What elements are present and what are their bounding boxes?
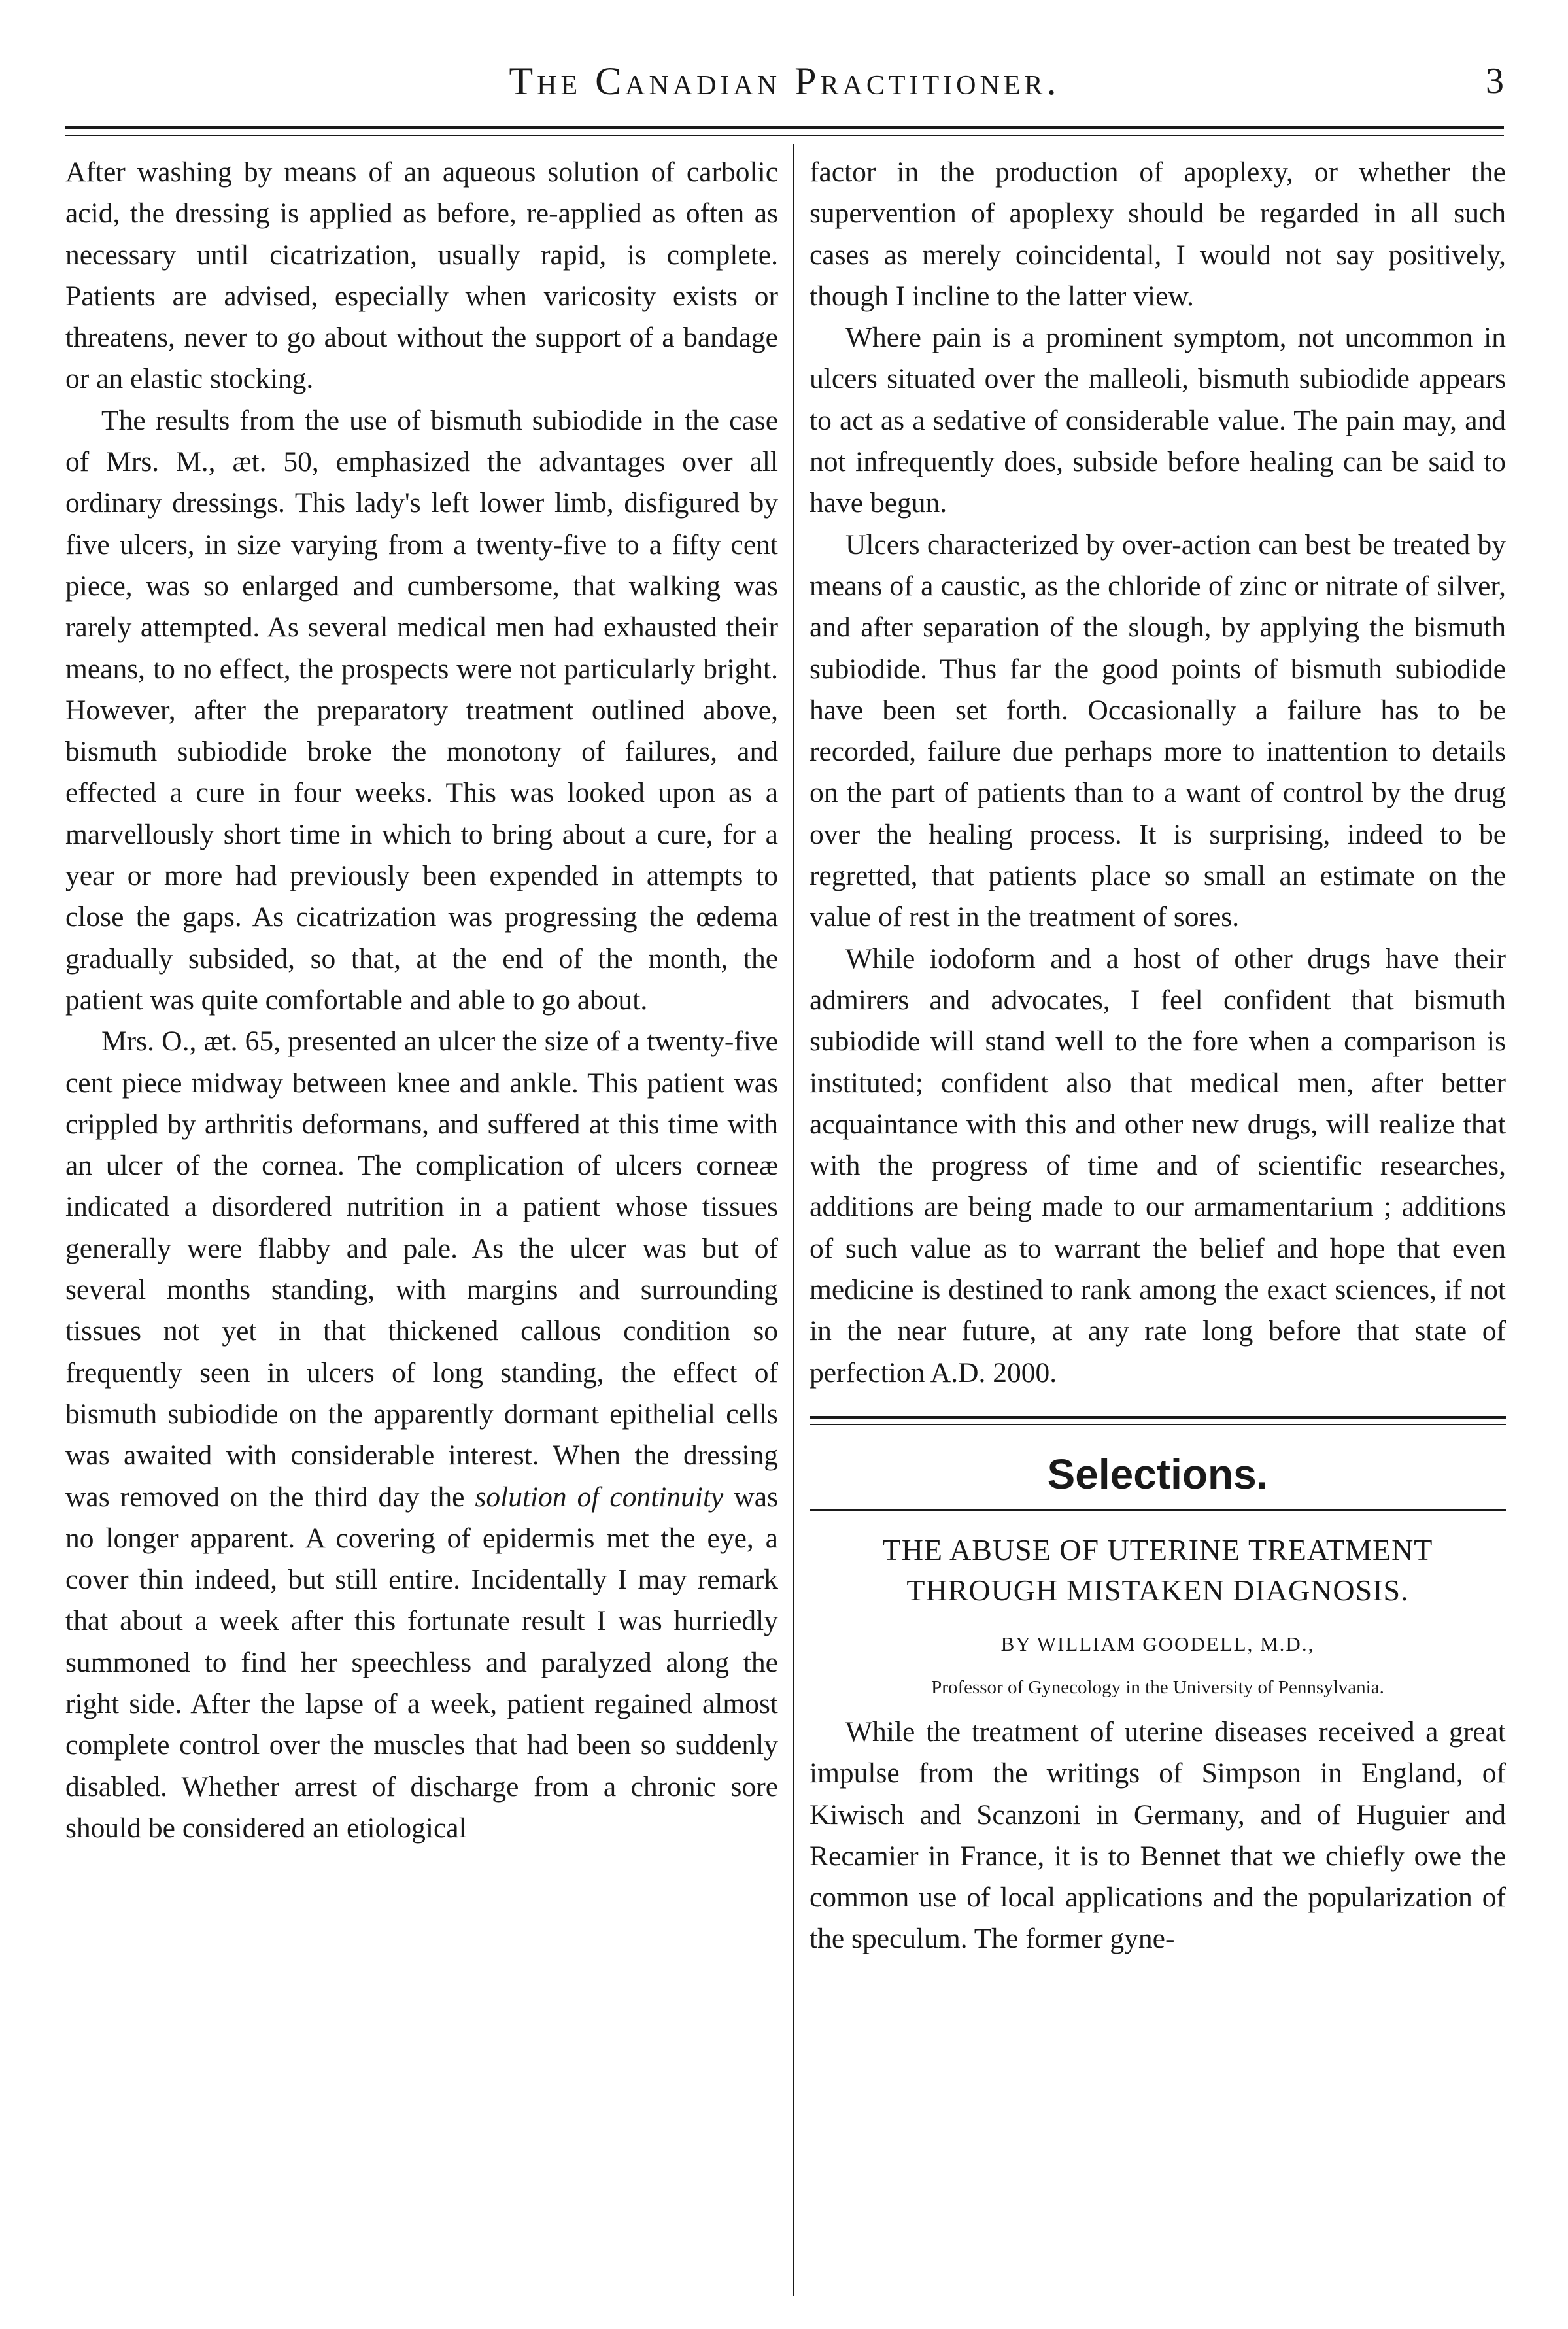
italic-phrase: solution of continuity <box>475 1481 724 1513</box>
paragraph <box>65 1021 778 1849</box>
author-byline: BY WILLIAM GOODELL, M.D., <box>1000 1632 1315 1655</box>
paragraph: Ulcers characterized by over-action can best be treated by means of a caustic, as the chloride of zinc or nitrate of silver, and after separation of the slough, by applying the bismuth subiodide. Thus far the good points of bismuth subiodide have been set forth. Occasionally a failure has to be recorded, failure due perhaps more to inattention to details on the part of patients than to a want of control by the drug over the healing process. It is surprising, indeed to be regretted, that patients place so small an estimate on the value of rest in the treatment of sores. <box>810 528 1506 933</box>
column-divider <box>793 144 794 2296</box>
paragraph: The results from the use of bismuth subiodide in the case of Mrs. M., æt. 50, emphasized the advantages over all ordinary dressings. This lady's left lower limb, disfigured by five ulcers, in size varying from a twenty-five to a fifty cent piece, was so enlarged and cumbersome, that walking was rarely attempted. As several medical men had exhausted their means, to no effect, the prospects were not particularly bright. However, after the preparatory treatment outlined above, bismuth subiodide broke the monotony of failures, and effected a cure in four weeks. This was looked upon as a marvellously short time in which to bring about a cure, for a year or more had previously been expended in attempts to close the gaps. As cicatrization was progressing the œdema gradually subsided, so that, at the end of the month, the patient was quite comfortable and able to go about. <box>65 404 778 1016</box>
header-rule-bottom <box>65 135 1504 136</box>
left-column <box>65 152 778 2284</box>
divider-line-bottom <box>810 1424 1506 1425</box>
running-head <box>65 52 1504 105</box>
paragraph: Where pain is a prominent symptom, not uncommon in ulcers situated over the malleoli, bismuth subiodide appears to act as a sedative of considerable value. The pain may, and not infrequently does, subside before healing can be said to have begun. <box>810 322 1506 519</box>
divider-line-top <box>810 1416 1506 1419</box>
paragraph-text: was no longer apparent. A covering of epidermis met the eye, a cover thin indeed, but still entire. Incidentally I may remark that about a week after this fortunate result I was hurriedly summoned to find her speechless and paralyzed along the right side. After the lapse of a week, patient regained almost complete control over the muscles that had been so suddenly disabled. Whether arrest of discharge from a chronic sore should be considered an etiological <box>65 1481 778 1844</box>
running-title: The Canadian Practitioner. <box>509 60 1061 103</box>
paragraph: While the treatment of uterine diseases received a great impulse from the writings of Simpson in England, of Kiwisch and Scanzoni in Germany, and of Huguier and Recamier in France, it is to Bennet that we chiefly owe the common use of local applications and the popularization of the speculum. The former gyne- <box>810 1716 1506 1955</box>
paragraph: factor in the production of apoplexy, or whether the supervention of apoplexy should be regarded in all such cases as merely coincidental, I would not say positively, though I incline to the latter view. <box>810 156 1506 312</box>
author-affiliation: Professor of Gynecology in the University of Pennsylvania. <box>931 1676 1384 1698</box>
section-divider <box>810 1416 1506 1436</box>
section-heading: Selections. <box>1047 1450 1269 1498</box>
paragraph: After washing by means of an aqueous solution of carbolic acid, the dressing is applied as before, re-applied as often as necessary until cicatrization, usually rapid, is complete. Patients are advised, especially when varicosity exists or threatens, never to go about without the support of a bandage or an elastic stocking. <box>65 156 778 395</box>
paragraph-text: Mrs. O., æt. 65, presented an ulcer the size of a twenty-five cent piece midway between knee and ankle. This patient was crippled by arthritis deformans, and suffered at this time with an ulcer of the cornea. The complication of ulcers corneæ indicated a disordered nutrition in a patient whose tissues generally were flabby and pale. As the ulcer was but of several months standing, with margins and surrounding tissues not yet in that thickened callous condition so frequently seen in ulcers of long standing, the effect of bismuth subiodide on the apparently dormant epithelial cells was awaited with considerable interest. When the dressing was removed on the third day the <box>65 1026 778 1513</box>
right-column <box>810 152 1506 2284</box>
page-number: 3 <box>1486 61 1504 101</box>
article-title: THE ABUSE OF UTERINE TREATMENT THROUGH MISTAKEN DIAGNOSIS. <box>882 1532 1433 1607</box>
header-rule-top <box>65 126 1504 129</box>
heading-rule <box>810 1509 1506 1511</box>
paragraph: While iodoform and a host of other drugs have their admirers and advocates, I feel confident that bismuth subiodide will stand well to the fore when a comparison is instituted; confident also that medical men, after better acquaintance with this and other new drugs, will realize that with the progress of time and of scientific researches, additions are being made to our armamentarium ; additions of such value as to warrant the belief and hope that even medicine is destined to rank among the exact sciences, if not in the near future, at any rate long before that state of perfection A.D. 2000. <box>810 942 1506 1389</box>
